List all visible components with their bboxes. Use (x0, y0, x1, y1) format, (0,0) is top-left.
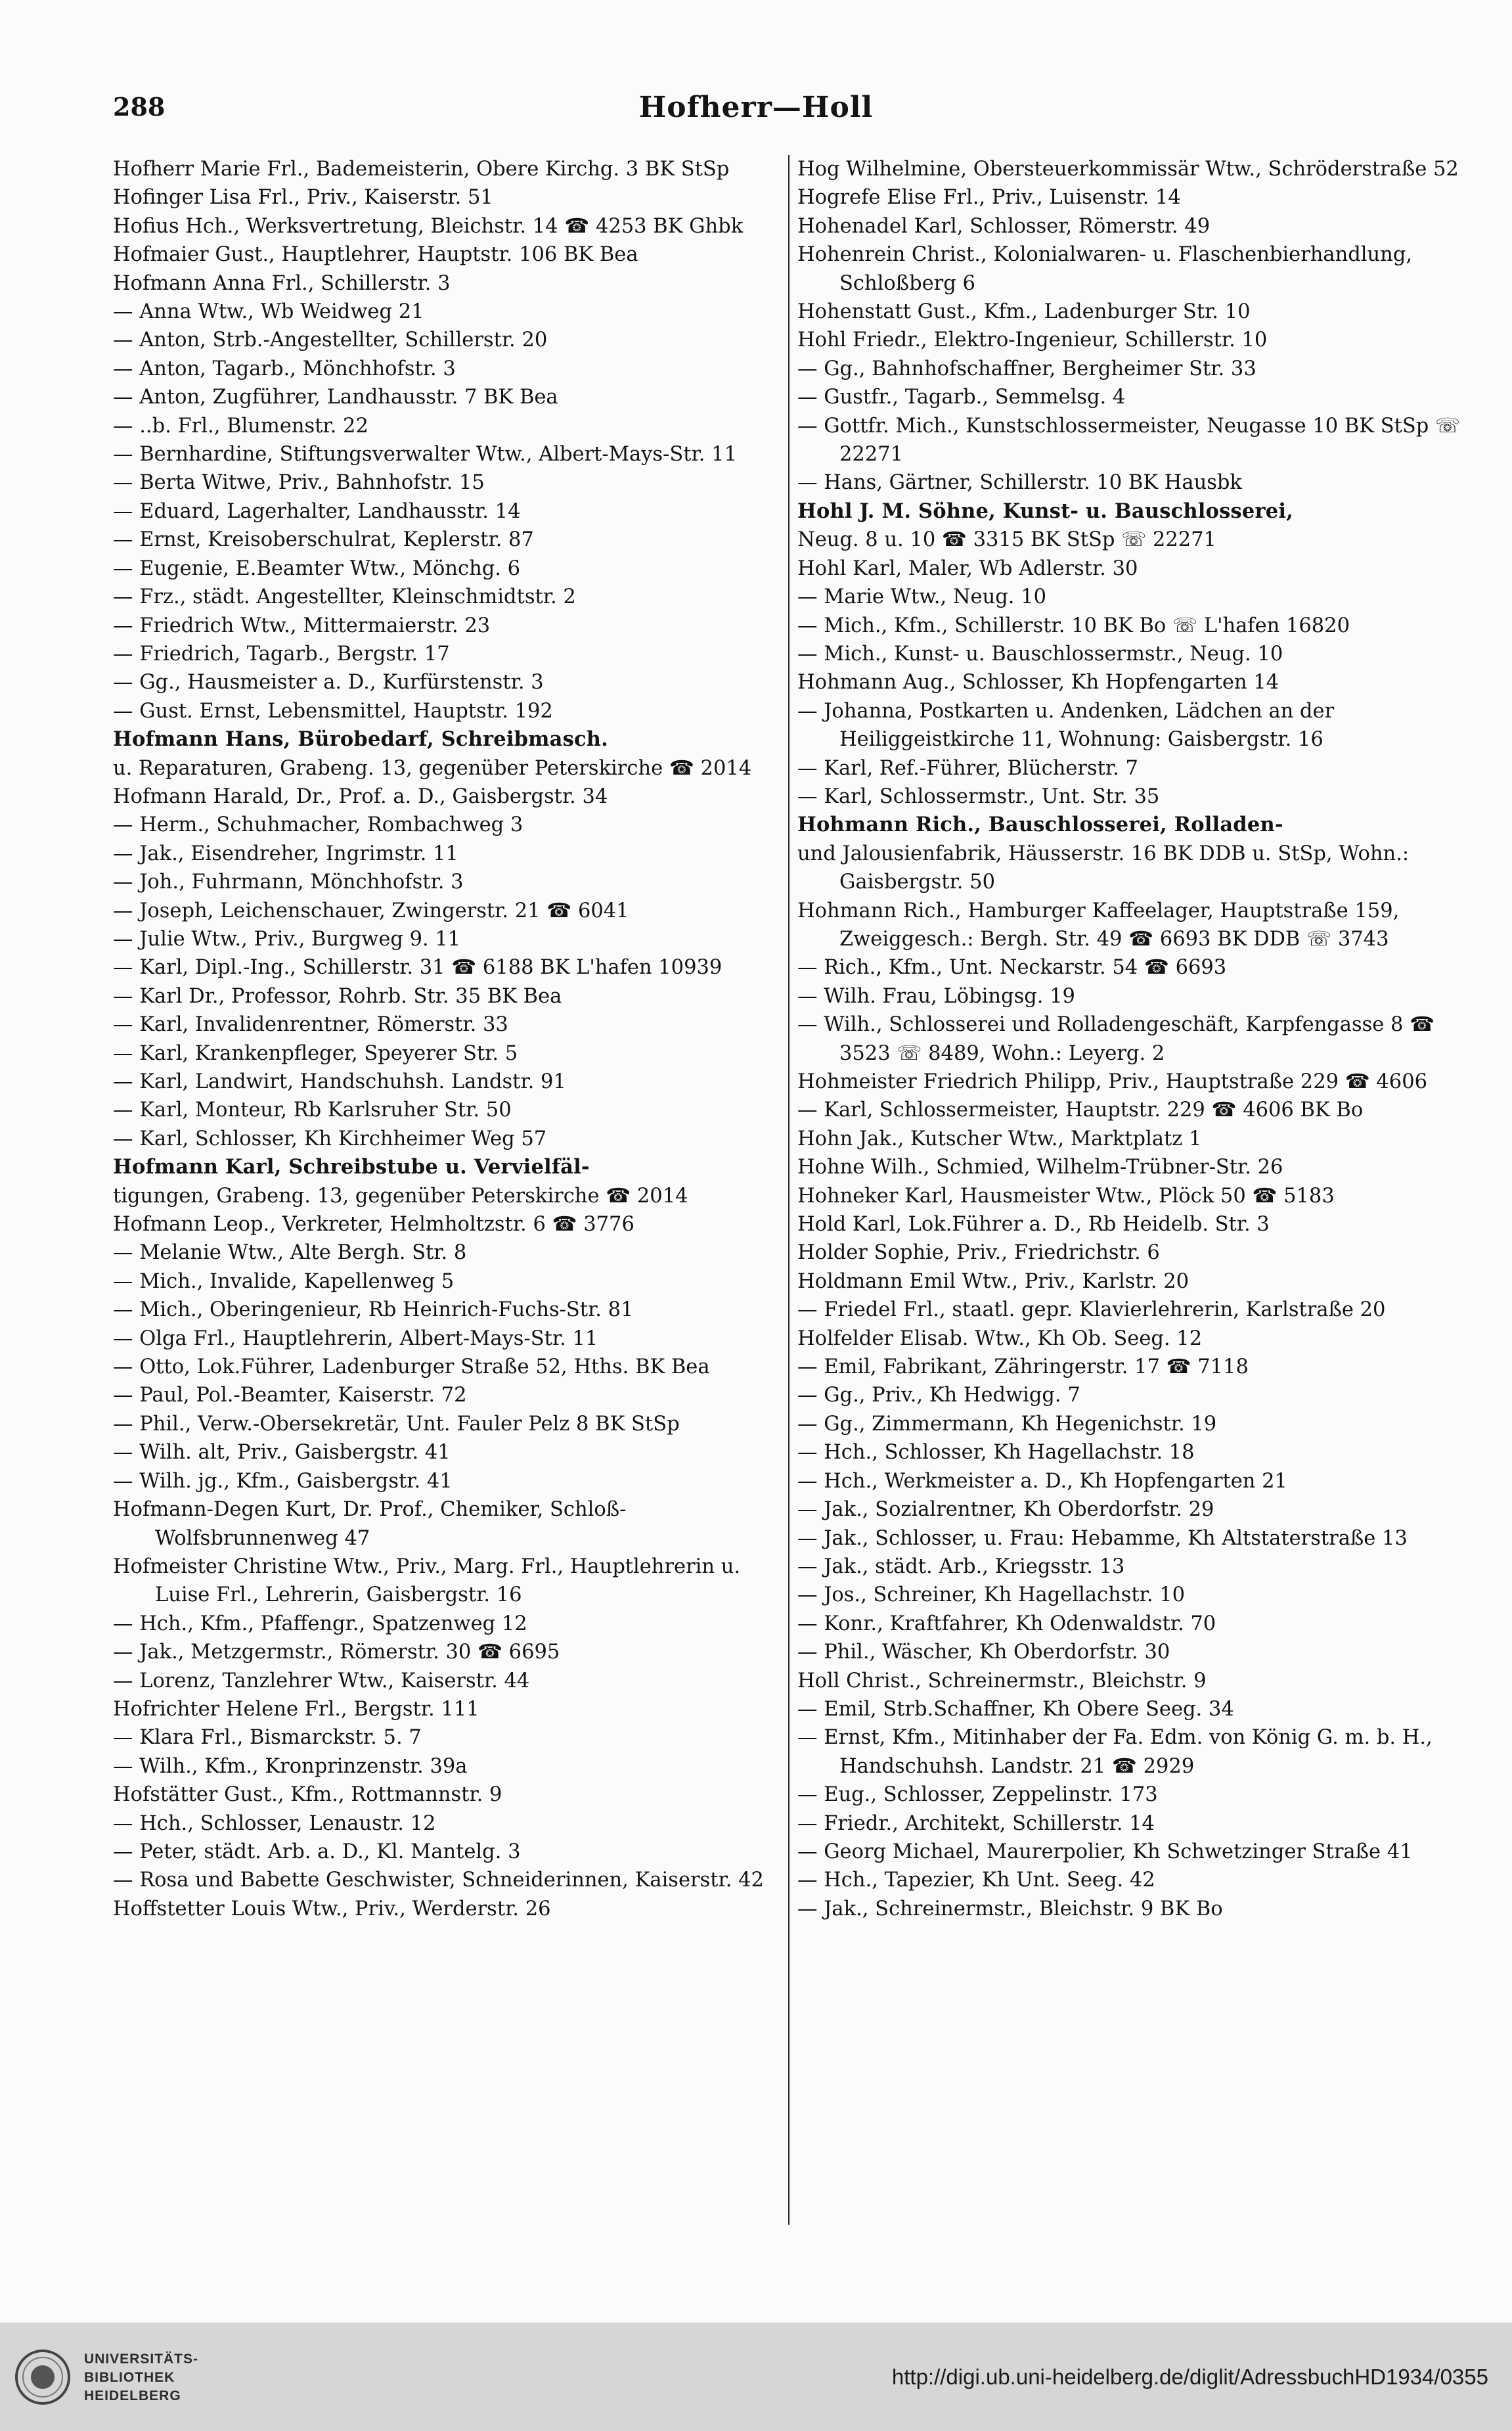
library-name-line: HEIDELBERG (84, 2388, 181, 2403)
directory-entry: Hofmann Anna Frl., Schillerstr. 3 (113, 271, 451, 295)
directory-entry: — Mich., Kfm., Schillerstr. 10 BK Bo ☏ L'hafen 16820 (797, 614, 1350, 637)
directory-entry-heading: Hofmann Hans, Bürobedarf, Schreibmasch. (113, 727, 608, 752)
directory-entry: — Herm., Schuhmacher, Rombachweg 3 (113, 813, 523, 837)
directory-entry: — Jak., Schlosser, u. Frau: Hebamme, Kh Altstaterstraße 13 (797, 1526, 1408, 1550)
directory-entry: — Emil, Fabrikant, Zähringerstr. 17 ☎ 7118 (797, 1355, 1249, 1379)
directory-entry: Hohmeister Friedrich Philipp, Priv., Hauptstraße 229 ☎ 4606 (797, 1070, 1428, 1093)
directory-entry: — Klara Frl., Bismarckstr. 5. 7 (113, 1726, 422, 1750)
directory-entry: — Phil., Verw.-Obersekretär, Unt. Fauler Pelz 8 BK StSp (113, 1412, 680, 1436)
directory-entry: Hofius Hch., Werksvertretung, Bleichstr. 14 ☎ 4253 BK Ghbk (113, 214, 744, 238)
directory-entry-heading: Hofmann Karl, Schreibstube u. Vervielfäl- (113, 1155, 590, 1179)
directory-entry: — Gg., Bahnhofschaffner, Bergheimer Str. 33 (797, 357, 1256, 380)
directory-entry: — Anton, Zugführer, Landhausstr. 7 BK Bea (113, 386, 558, 409)
directory-entry: — Jak., Metzgermstr., Römerstr. 30 ☎ 6695 (113, 1641, 560, 1664)
directory-entry: — Olga Frl., Hauptlehrerin, Albert-Mays-Str. 11 (113, 1327, 598, 1350)
directory-entry: — Paul, Pol.-Beamter, Kaiserstr. 72 (113, 1384, 467, 1407)
directory-entry: Hohenstatt Gust., Kfm., Ladenburger Str. 10 (797, 300, 1251, 324)
directory-entry: Holdmann Emil Wtw., Priv., Karlstr. 20 (797, 1269, 1190, 1293)
directory-entry: — Hch., Kfm., Pfaffengr., Spatzenweg 12 (113, 1612, 527, 1635)
directory-entry: tigungen, Grabeng. 13, gegenüber Peterskirche ☎ 2014 (113, 1184, 688, 1208)
directory-entry-heading: Hohmann Rich., Bauschlosserei, Rolladen- (797, 813, 1283, 837)
directory-entry: — Gg., Priv., Kh Hedwigg. 7 (797, 1384, 1080, 1407)
directory-entry: — Emil, Strb.Schaffner, Kh Obere Seeg. 34 (797, 1697, 1234, 1721)
directory-entry: — Jak., Schreinermstr., Bleichstr. 9 BK Bo (797, 1897, 1223, 1920)
directory-entry: — Anna Wtw., Wb Weidweg 21 (113, 300, 424, 324)
directory-entry: Hohenadel Karl, Schlosser, Römerstr. 49 (797, 214, 1211, 238)
directory-entry: Hofherr Marie Frl., Bademeisterin, Obere Kirchg. 3 BK StSp (113, 158, 730, 181)
directory-entry: Hohne Wilh., Schmied, Wilhelm-Trübner-Str. 26 (797, 1156, 1283, 1179)
directory-entry: — Melanie Wtw., Alte Bergh. Str. 8 (113, 1241, 467, 1265)
directory-entry: — Johanna, Postkarten u. Andenken, Lädchen an der Heiliggeistkirche 11, Wohnung: Gaisbergstr. 16 (797, 699, 1335, 752)
directory-entry: Hofmaier Gust., Hauptlehrer, Hauptstr. 106 BK Bea (113, 243, 638, 267)
university-seal-icon (14, 2349, 71, 2405)
directory-entry: — Joh., Fuhrmann, Mönchhofstr. 3 (113, 871, 464, 894)
directory-entry: — Frz., städt. Angestellter, Kleinschmidtstr. 2 (113, 585, 576, 609)
directory-entry: Holl Christ., Schreinermstr., Bleichstr. 9 (797, 1669, 1207, 1693)
directory-entry: Hofmann Harald, Dr., Prof. a. D., Gaisbergstr. 34 (113, 784, 608, 808)
directory-entry: — Hch., Schlosser, Lenaustr. 12 (113, 1811, 436, 1835)
directory-entry: — Peter, städt. Arb. a. D., Kl. Mantelg. 3 (113, 1840, 521, 1863)
directory-entry: — Gustfr., Tagarb., Semmelsg. 4 (797, 386, 1126, 409)
directory-entry: Hohl Karl, Maler, Wb Adlerstr. 30 (797, 557, 1138, 580)
source-url[interactable]: http://digi.ub.uni-heidelberg.de/diglit/AdressbuchHD1934/0355 (891, 2365, 1488, 2389)
directory-entry: — Julie Wtw., Priv., Burgweg 9. 11 (113, 927, 461, 951)
directory-entry: — Jak., Eisendreher, Ingrimstr. 11 (113, 842, 458, 865)
directory-entry: Hohn Jak., Kutscher Wtw., Marktplatz 1 (797, 1127, 1202, 1150)
directory-entry: — Karl, Schlossermeister, Hauptstr. 229 ☎ 4606 BK Bo (797, 1099, 1364, 1122)
directory-entry: Hofmann Leop., Verkreter, Helmholtzstr. 6 ☎ 3776 (113, 1213, 634, 1237)
directory-entry: Hoffstetter Louis Wtw., Priv., Werderstr. 26 (113, 1897, 551, 1920)
directory-entry: — Wilh., Schlosserei und Rolladengeschäft, Karpfengasse 8 ☎ 3523 ☏ 8489, Wohn.: Leyerg. 2 (797, 1013, 1435, 1065)
directory-entry: u. Reparaturen, Grabeng. 13, gegenüber Peterskirche ☎ 2014 (113, 756, 752, 780)
directory-entry: — Hch., Tapezier, Kh Unt. Seeg. 42 (797, 1869, 1155, 1892)
directory-entry: — Wilh., Kfm., Kronprinzenstr. 39a (113, 1754, 468, 1778)
directory-entry: — Friedr., Architekt, Schillerstr. 14 (797, 1811, 1155, 1835)
directory-entry: — Ernst, Kreisoberschulrat, Keplerstr. 87 (113, 528, 534, 552)
directory-entry: — Jak., Sozialrentner, Kh Oberdorfstr. 29 (797, 1498, 1214, 1522)
running-head: Hofherr—Holl (638, 91, 874, 124)
directory-entry: — Karl, Schlossermstr., Unt. Str. 35 (797, 784, 1160, 808)
directory-entry: Hofinger Lisa Frl., Priv., Kaiserstr. 51 (113, 186, 493, 210)
directory-entry: Hofrichter Helene Frl., Bergstr. 111 (113, 1697, 479, 1721)
directory-entry: — Gg., Zimmermann, Kh Hegenichstr. 19 (797, 1412, 1217, 1436)
directory-entry: — Karl, Invalidenrentner, Römerstr. 33 (113, 1013, 508, 1037)
directory-entry: — Eduard, Lagerhalter, Landhausstr. 14 (113, 499, 521, 523)
directory-entry: — Wilh. alt, Priv., Gaisbergstr. 41 (113, 1441, 451, 1465)
directory-entry: — Karl, Krankenpfleger, Speyerer Str. 5 (113, 1041, 518, 1065)
column-divider (788, 155, 789, 2225)
directory-entry: — Gottfr. Mich., Kunstschlossermeister, Neugasse 10 BK StSp ☏ 22271 (797, 414, 1461, 466)
directory-entry: — Wilh. Frau, Löbingsg. 19 (797, 984, 1075, 1008)
directory-entry: — Konr., Kraftfahrer, Kh Odenwaldstr. 70 (797, 1612, 1216, 1635)
directory-entry: — Karl, Schlosser, Kh Kirchheimer Weg 57 (113, 1127, 547, 1150)
right-column (797, 155, 1467, 2231)
directory-entry: Hohmann Rich., Hamburger Kaffeelager, Hauptstraße 159, Zweiggesch.: Bergh. Str. 49 ☎ 6693 BK DDB ☏ 3743 (797, 899, 1400, 951)
directory-entry: Hofmeister Christine Wtw., Priv., Marg. Frl., Hauptlehrerin u. Luise Frl., Lehrerin, Gaisbergstr. 16 (113, 1555, 741, 1607)
directory-entry: Holder Sophie, Priv., Friedrichstr. 6 (797, 1241, 1160, 1265)
directory-entry: — Karl Dr., Professor, Rohrb. Str. 35 BK Bea (113, 984, 562, 1008)
directory-entry: — Anton, Tagarb., Mönchhofstr. 3 (113, 357, 456, 380)
directory-entry: Hogrefe Elise Frl., Priv., Luisenstr. 14 (797, 186, 1181, 210)
directory-entry: — Mich., Invalide, Kapellenweg 5 (113, 1269, 455, 1293)
directory-entry: Hold Karl, Lok.Führer a. D., Rb Heidelb. Str. 3 (797, 1213, 1270, 1237)
directory-entry: — Marie Wtw., Neug. 10 (797, 585, 1046, 609)
directory-entry: — Hch., Werkmeister a. D., Kh Hopfengarten 21 (797, 1469, 1287, 1493)
page-number: 288 (113, 92, 166, 122)
directory-entry: — Otto, Lok.Führer, Ladenburger Straße 52, Hths. BK Bea (113, 1355, 710, 1379)
directory-entry: — Jos., Schreiner, Kh Hagellachstr. 10 (797, 1583, 1186, 1607)
directory-entry: — Ernst, Kfm., Mitinhaber der Fa. Edm. von König G. m. b. H., Handschuhsh. Landstr. 21 ☎ 2929 (797, 1726, 1433, 1778)
library-name-line: UNIVERSITÄTS- (84, 2351, 199, 2367)
directory-entry: — Anton, Strb.-Angestellter, Schillerstr. 20 (113, 329, 548, 352)
directory-entry: — Bernhardine, Stiftungsverwalter Wtw., Albert-Mays-Str. 11 (113, 443, 737, 466)
directory-entry: Hofmann-Degen Kurt, Dr. Prof., Chemiker, Schloß-Wolfsbrunnenweg 47 (113, 1498, 627, 1550)
directory-entry: — Mich., Oberingenieur, Rb Heinrich-Fuchs-Str. 81 (113, 1298, 634, 1322)
directory-entry: — Hch., Schlosser, Kh Hagellachstr. 18 (797, 1441, 1195, 1465)
directory-entry: Holfelder Elisab. Wtw., Kh Ob. Seeg. 12 (797, 1327, 1203, 1350)
directory-entry: — Mich., Kunst- u. Bauschlossermstr., Neug. 10 (797, 642, 1283, 666)
directory-entry: — Eug., Schlosser, Zeppelinstr. 173 (797, 1783, 1158, 1807)
directory-entry: — Berta Witwe, Priv., Bahnhofstr. 15 (113, 471, 485, 495)
directory-entry: — ..b. Frl., Blumenstr. 22 (113, 414, 368, 438)
directory-entry: — Gust. Ernst, Lebensmittel, Hauptstr. 192 (113, 699, 553, 723)
directory-entry: — Lorenz, Tanzlehrer Wtw., Kaiserstr. 44 (113, 1669, 530, 1693)
directory-entry: — Friedel Frl., staatl. gepr. Klavierlehrerin, Karlstraße 20 (797, 1298, 1386, 1322)
directory-entry: — Karl, Ref.-Führer, Blücherstr. 7 (797, 756, 1138, 780)
library-name (84, 2350, 198, 2405)
directory-entry: Hohl Friedr., Elektro-Ingenieur, Schillerstr. 10 (797, 329, 1268, 352)
directory-entry: Hohenrein Christ., Kolonialwaren- u. Flaschenbierhandlung, Schloßberg 6 (797, 243, 1413, 295)
left-column (113, 155, 789, 2231)
directory-entry: Hog Wilhelmine, Obersteuerkommissär Wtw., Schröderstraße 52 (797, 158, 1459, 181)
directory-entry: — Karl, Dipl.-Ing., Schillerstr. 31 ☎ 6188 BK L'hafen 10939 (113, 956, 723, 980)
directory-entry: Hofstätter Gust., Kfm., Rottmannstr. 9 (113, 1783, 502, 1807)
directory-entry: und Jalousienfabrik, Häusserstr. 16 BK DDB u. StSp, Wohn.: Gaisbergstr. 50 (797, 842, 1410, 894)
directory-entry-heading: Hohl J. M. Söhne, Kunst- u. Bauschlosserei, (797, 499, 1293, 523)
directory-entry: — Wilh. jg., Kfm., Gaisbergstr. 41 (113, 1469, 453, 1493)
directory-entry: — Friedrich Wtw., Mittermaierstr. 23 (113, 614, 491, 637)
directory-entry: — Rich., Kfm., Unt. Neckarstr. 54 ☎ 6693 (797, 956, 1227, 980)
directory-entry: Neug. 8 u. 10 ☎ 3315 BK StSp ☏ 22271 (797, 528, 1216, 552)
directory-entry: — Karl, Monteur, Rb Karlsruher Str. 50 (113, 1099, 512, 1122)
directory-entry: — Phil., Wäscher, Kh Oberdorfstr. 30 (797, 1641, 1170, 1664)
directory-entry: — Gg., Hausmeister a. D., Kurfürstenstr. 3 (113, 671, 544, 694)
directory-entry: — Friedrich, Tagarb., Bergstr. 17 (113, 642, 450, 666)
directory-entry: — Rosa und Babette Geschwister, Schneiderinnen, Kaiserstr. 42 (113, 1869, 764, 1892)
directory-entry: Hohmann Aug., Schlosser, Kh Hopfengarten 14 (797, 671, 1279, 694)
directory-entry: — Jak., städt. Arb., Kriegsstr. 13 (797, 1555, 1125, 1578)
directory-entry: — Georg Michael, Maurerpolier, Kh Schwetzinger Straße 41 (797, 1840, 1413, 1863)
directory-entry: Hohneker Karl, Hausmeister Wtw., Plöck 50 ☎ 5183 (797, 1184, 1335, 1208)
directory-entry: — Hans, Gärtner, Schillerstr. 10 BK Hausbk (797, 471, 1242, 495)
directory-entry: — Joseph, Leichenschauer, Zwingerstr. 21 ☎ 6041 (113, 899, 629, 922)
directory-entry: — Karl, Landwirt, Handschuhsh. Landstr. 91 (113, 1070, 566, 1093)
directory-entry: — Eugenie, E.Beamter Wtw., Mönchg. 6 (113, 557, 521, 580)
viewer-footer (0, 2323, 1512, 2431)
library-name-line: BIBLIOTHEK (84, 2370, 175, 2385)
